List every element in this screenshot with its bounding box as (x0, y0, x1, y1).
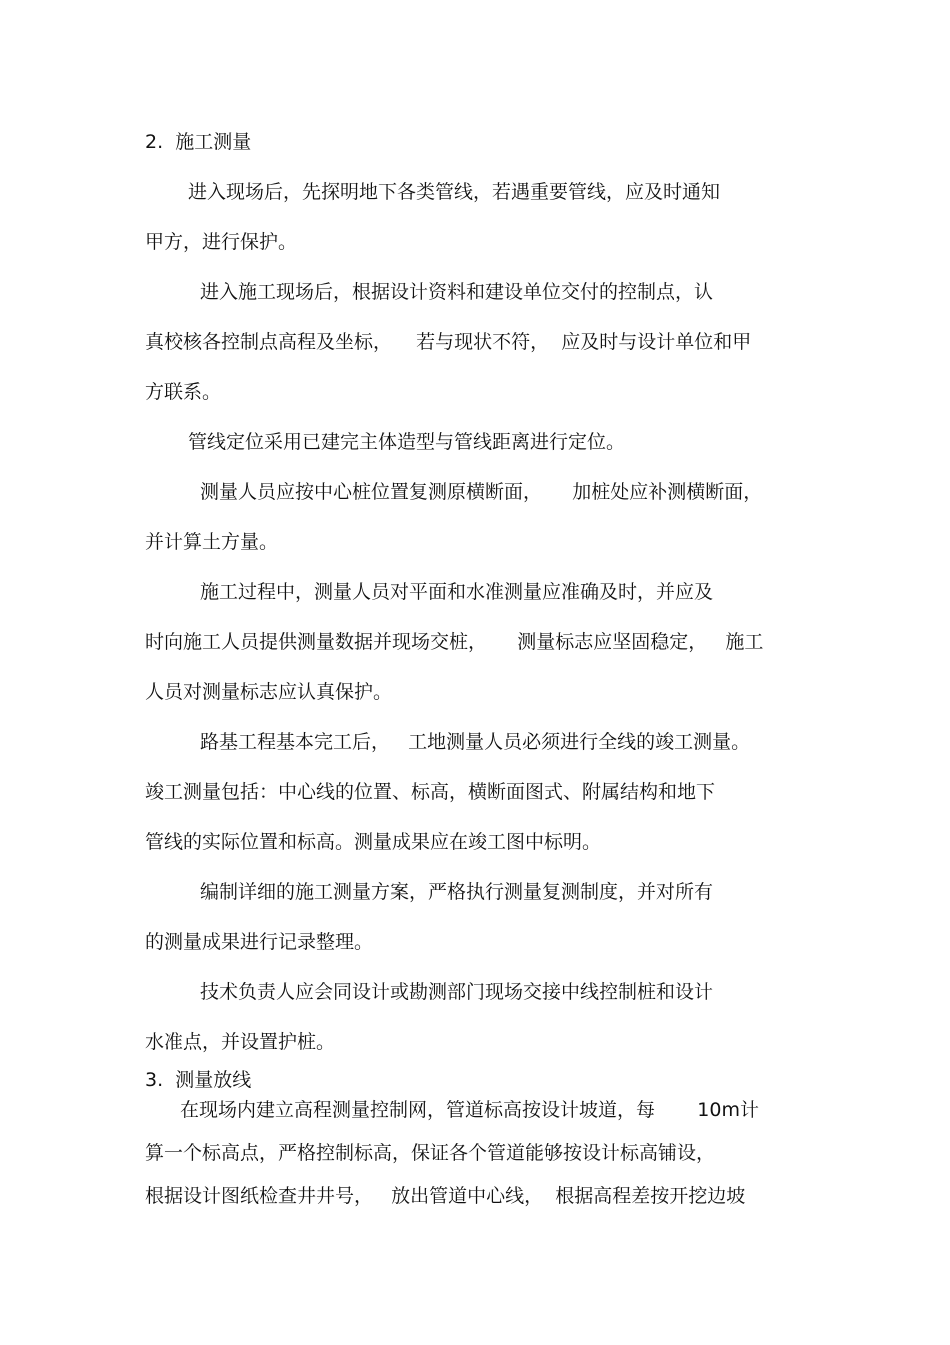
paragraph-line: 的测量成果进行记录整理。 (145, 931, 374, 953)
paragraph-line: 真校核各控制点高程及坐标， 若与现状不符， 应及时与设计单位和甲 (145, 331, 752, 353)
paragraph-line: 算一个标高点，严格控制标高，保证各个管道能够按设计标高铺设， (145, 1142, 716, 1164)
paragraph-line: 技术负责人应会同设计或勘测部门现场交接中线控制桩和设计 (200, 981, 714, 1003)
paragraph-line: 管线的实际位置和标高。测量成果应在竣工图中标明。 (145, 831, 602, 853)
paragraph-line: 测量人员应按中心桩位置复测原横断面， 加桩处应补测横断面， (200, 481, 763, 503)
paragraph-line: 编制详细的施工测量方案，严格执行测量复测制度，并对所有 (200, 881, 714, 903)
paragraph-line: 施工过程中，测量人员对平面和水准测量应准确及时，并应及 (200, 581, 714, 603)
paragraph-line: 根据设计图纸检查井井号， 放出管道中心线， 根据高程差按开挖边坡 (145, 1185, 746, 1207)
section-heading: 2. 施工测量 (145, 131, 252, 153)
section-heading: 3. 测量放线 (145, 1069, 252, 1091)
paragraph-line: 甲方，进行保护。 (145, 231, 298, 253)
paragraph-line: 管线定位采用已建完主体造型与管线距离进行定位。 (188, 431, 626, 453)
paragraph-line: 路基工程基本完工后， 工地测量人员必须进行全线的竣工测量。 (200, 731, 751, 753)
paragraph-line: 方联系。 (145, 381, 222, 403)
paragraph-line: 水准点，并设置护桩。 (145, 1031, 336, 1053)
paragraph-line: 人员对测量标志应认真保护。 (145, 681, 393, 703)
paragraph-line: 时向施工人员提供测量数据并现场交桩， 测量标志应坚固稳定， 施工 (145, 631, 764, 653)
paragraph-line: 在现场内建立高程测量控制网，管道标高按设计坡道，每 10m计 (180, 1099, 759, 1121)
paragraph-line: 进入现场后，先探明地下各类管线，若遇重要管线，应及时通知 (188, 181, 721, 203)
paragraph-line: 竣工测量包括：中心线的位置、标高，横断面图式、附属结构和地下 (145, 781, 716, 803)
paragraph-line: 进入施工现场后，根据设计资料和建设单位交付的控制点，认 (200, 281, 714, 303)
paragraph-line: 并计算土方量。 (145, 531, 279, 553)
